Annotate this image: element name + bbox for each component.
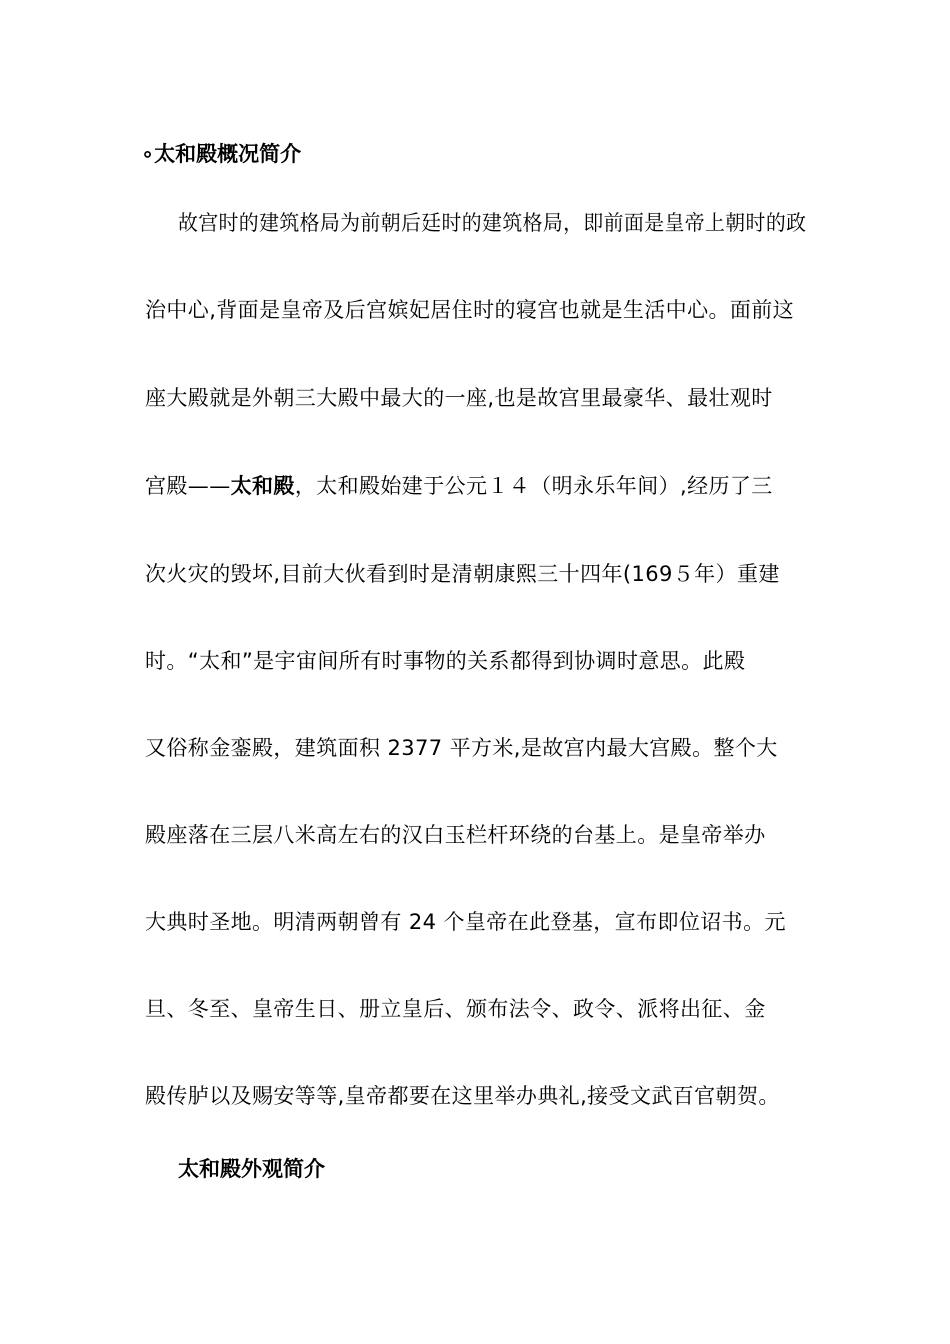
section-heading-overview: ∘太和殿概况简介 <box>141 142 302 166</box>
hall-name-bold: 太和殿 <box>230 474 295 498</box>
paragraph-line-5: 次火灾的毁坏,目前大伙看到时是清朝康熙三十四年(169５年）重建 <box>145 562 780 586</box>
paragraph-line-11: 殿传胪以及赐安等等,皇帝都要在这里举办典礼,接受文武百官朝贺。 <box>145 1084 780 1108</box>
paragraph-line-4-after: ，太和殿始建于公元１４（明永乐年间）,经历了三 <box>294 474 773 498</box>
paragraph-line-8: 殿座落在三层八米高左右的汉白玉栏杆环绕的台基上。是皇帝举办 <box>145 823 766 847</box>
paragraph-line-9: 大典时圣地。明清两朝曾有 24 个皇帝在此登基，宣布即位诏书。元 <box>145 910 786 934</box>
paragraph-line-6: 时。“太和”是宇宙间所有时事物的关系都得到协调时意思。此殿 <box>145 649 746 673</box>
paragraph-line-4-before: 宫殿—— <box>145 474 231 498</box>
paragraph-line-1: 故宫时的建筑格局为前朝后廷时的建筑格局，即前面是皇帝上朝时的政 <box>178 211 807 235</box>
paragraph-line-4 <box>145 474 773 498</box>
paragraph-line-2: 治中心,背面是皇帝及后宫嫔妃居住时的寝宫也就是生活中心。面前这 <box>145 298 795 322</box>
paragraph-line-7: 又俗称金銮殿，建筑面积 2377 平方米,是故宫内最大宫殿。整个大 <box>145 736 778 760</box>
section-heading-exterior: 太和殿外观简介 <box>178 1157 325 1181</box>
paragraph-line-10: 旦、冬至、皇帝生日、册立皇后、颁布法令、政令、派将出征、金 <box>145 997 766 1021</box>
paragraph-line-3: 座大殿就是外朝三大殿中最大的一座,也是故宫里最豪华、最壮观时 <box>145 386 773 410</box>
